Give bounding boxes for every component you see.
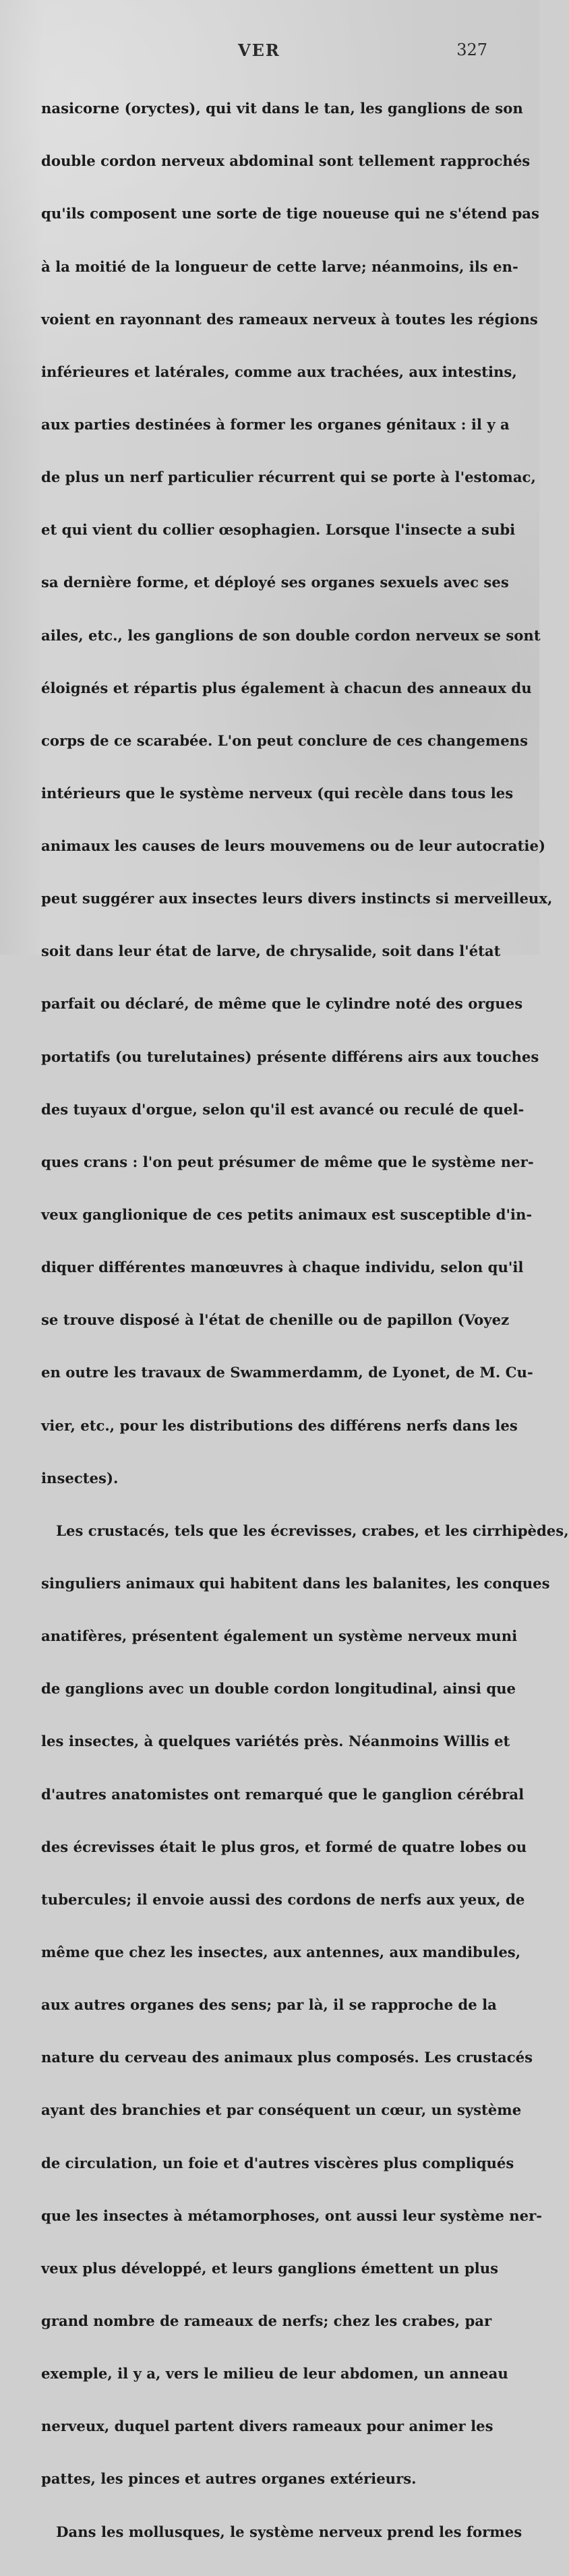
text-line: grand nombre de rameaux de nerfs; chez les crabes, par [41,2312,492,2329]
body-text [41,65,569,2540]
text-line: et qui vient du collier œsophagien. Lorsque l'insecte a subi [41,521,516,539]
text-line: aux parties destinées à former les organes génitaux : il y a [41,415,510,433]
text-line: de circulation, un foie et d'autres viscères plus compliqués [41,2154,514,2171]
text-line: d'autres anatomistes ont remarqué que le ganglion cérébral [41,1785,525,1803]
text-line: vier, etc., pour les distributions des différens nerfs dans les [41,1416,518,1434]
text-line: des écrevisses était le plus gros, et formé de quatre lobes ou [41,1838,527,1855]
text-line: pattes, les pinces et autres organes extérieurs. [41,2470,417,2488]
text-line: portatifs (ou turelutaines) présente différens airs aux touches [41,1048,539,1065]
text-line: même que chez les insectes, aux antennes, aux mandibules, [41,1944,521,1961]
text-line: de ganglions avec un double cordon longitudinal, ainsi que [41,1680,516,1698]
text-line: insectes). [41,1469,119,1487]
text-line: les insectes, à quelques variétés près. Néanmoins Willis et [41,1733,510,1750]
text-line: ayant des branchies et par conséquent un cœur, un système [41,2101,522,2119]
text-line: exemple, il y a, vers le milieu de leur abdomen, un anneau [41,2365,508,2383]
text-line: se trouve disposé à l'état de chenille ou de papillon (Voyez [41,1311,510,1329]
text-line: de plus un nerf particulier récurrent qui se porte à l'estomac, [41,469,536,486]
text-line: à la moitié de la longueur de cette larve; néanmoins, ils en- [41,258,518,275]
text-line: éloignés et répartis plus également à chacun des anneaux du [41,679,532,696]
text-line: nature du cerveau des animaux plus composés. Les crustacés [41,2049,533,2066]
text-line: double cordon nerveux abdominal sont tellement rapprochés [41,152,531,170]
text-line: voient en rayonnant des rameaux nerveux à toutes les régions [41,310,538,328]
text-line: corps de ce scarabée. L'on peut conclure de ces changemens [41,731,529,749]
text-line: tubercules; il envoie aussi des cordons de nerfs aux yeux, de [41,1890,525,1908]
text-line: parfait ou déclaré, de même que le cylindre noté des orgues [41,995,523,1013]
text-line: ques crans : l'on peut présumer de même que le système ner- [41,1153,534,1170]
text-line: en outre les travaux de Swammerdamm, de Lyonet, de M. Cu- [41,1364,533,1381]
text-line: diquer différentes manœuvres à chaque individu, selon qu'il [41,1259,524,1276]
text-line: singuliers animaux qui habitent dans les balanites, les conques [41,1575,550,1592]
text-line: Les crustacés, tels que les écrevisses, crabes, et les cirrhipèdes, [41,1522,569,1539]
text-line: animaux les causes de leurs mouvemens ou de leur autocratie) [41,837,545,855]
text-line: anatifères, présentent également un système nerveux muni [41,1627,518,1645]
text-line: des tuyaux d'orgue, selon qu'il est avancé ou reculé de quel- [41,1100,525,1118]
text-line: soit dans leur état de larve, de chrysalide, soit dans l'état [41,942,501,960]
text-line: inférieures et latérales, comme aux trachées, aux intestins, [41,363,517,380]
text-line: qu'ils composent une sorte de tige noueuse qui ne s'étend pas [41,205,539,222]
text-line: nasicorne (oryctes), qui vit dans le tan, les ganglions de son [41,100,523,117]
text-line: veux plus développé, et leurs ganglions émettent un plus [41,2259,499,2277]
text-line: Dans les mollusques, le système nerveux prend les formes [41,2523,522,2540]
text-line: sa dernière forme, et déployé ses organes sexuels avec ses [41,574,509,591]
running-head: VER [238,40,280,60]
text-line: peut suggérer aux insectes leurs divers instincts si merveilleux, [41,890,553,907]
text-line: veux ganglionique de ces petits animaux est susceptible d'in- [41,1206,533,1224]
page-number: 327 [456,40,487,59]
page-header [0,40,539,63]
text-line: intérieurs que le système nerveux (qui recèle dans tous les [41,784,514,802]
text-line: ailes, etc., les ganglions de son double cordon nerveux se sont [41,626,541,644]
text-line: aux autres organes des sens; par là, il se rapproche de la [41,1996,497,2014]
text-line: nerveux, duquel partent divers rameaux pour animer les [41,2418,493,2435]
text-line: que les insectes à métamorphoses, ont aussi leur système ner- [41,2207,543,2224]
